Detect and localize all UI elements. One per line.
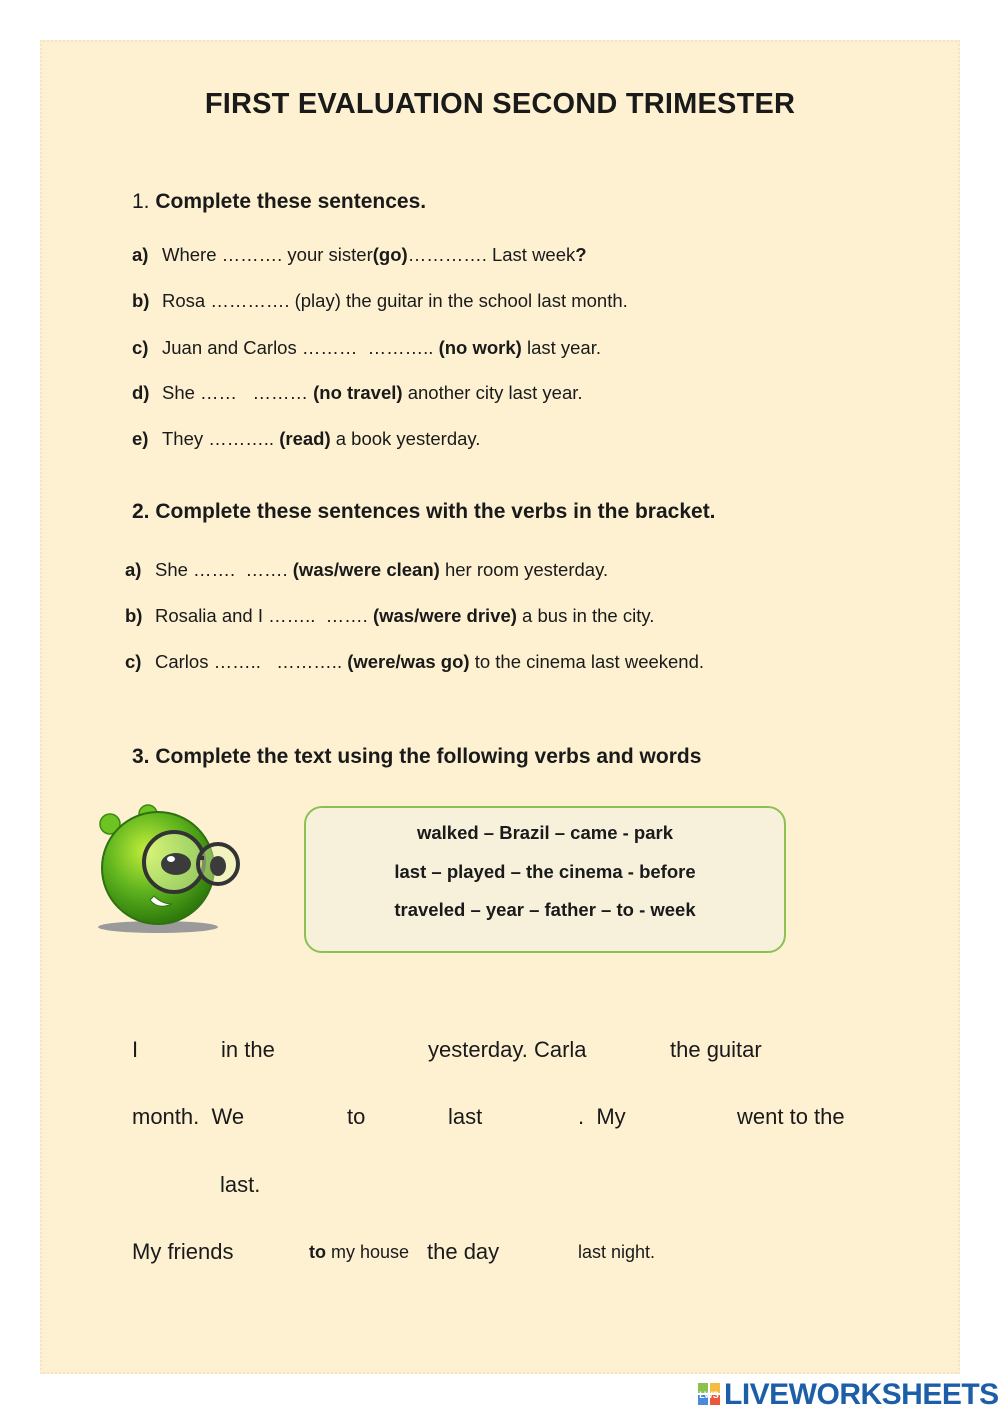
- s1-item-a: a) Where ………. your sister(go)…………. Last week?: [132, 244, 587, 265]
- s1-item-b: b) Rosa …………. (play) the guitar in the school last month.: [132, 290, 628, 311]
- s2-item-b: b) Rosalia and I …….. ……. (was/were drive) a bus in the city.: [125, 605, 655, 626]
- word-bank-box: [304, 806, 786, 953]
- alien-character-image: [92, 800, 247, 940]
- text-fragment: yesterday. Carla: [428, 1037, 587, 1062]
- word-bank-line: traveled – year – father – to - week: [394, 899, 696, 920]
- s2-item-c: c) Carlos …….. ……….. (were/was go) to the cinema last weekend.: [125, 651, 705, 672]
- text-fragment: My friends: [132, 1239, 234, 1264]
- liveworksheets-logo-icon: [698, 1383, 720, 1405]
- word-bank-line: walked – Brazil – came - park: [416, 822, 674, 843]
- s1-item-d: d) She …… ……… (no travel) another city last year.: [132, 382, 583, 403]
- section3-heading: 3. Complete the text using the following verbs and words: [132, 745, 702, 768]
- text-fragment: month. We: [132, 1104, 245, 1129]
- text-fragment: the day: [427, 1239, 500, 1264]
- liveworksheets-brand[interactable]: LIVEWORKSHEETS: [724, 1378, 999, 1411]
- worksheet-page: [40, 40, 960, 1374]
- svg-text:LWS: LWS: [699, 1390, 719, 1400]
- text-fragment: I: [132, 1037, 139, 1062]
- text-fragment: to my house: [309, 1242, 410, 1262]
- text-fragment: went to the: [737, 1104, 845, 1129]
- section1-heading: 1. Complete these sentences.: [132, 190, 427, 213]
- word-bank-line: last – played – the cinema - before: [394, 861, 696, 882]
- section2-heading: 2. Complete these sentences with the verbs in the bracket.: [132, 500, 716, 523]
- text-fragment: the guitar: [670, 1037, 762, 1062]
- text-fragment: last night.: [578, 1242, 656, 1262]
- text-fragment: last: [448, 1104, 483, 1129]
- text-fragment: last.: [220, 1172, 261, 1197]
- text-fragment: . My: [578, 1104, 626, 1129]
- s2-item-a: a) She ……. ……. (was/were clean) her room yesterday.: [125, 559, 609, 580]
- text-fragment: to: [347, 1104, 366, 1129]
- s1-item-c: c) Juan and Carlos ……… ……….. (no work) last year.: [132, 337, 601, 358]
- s1-item-e: e) They ……….. (read) a book yesterday.: [132, 428, 481, 449]
- text-fragment: in the: [221, 1037, 275, 1062]
- page-title: FIRST EVALUATION SECOND TRIMESTER: [204, 88, 796, 120]
